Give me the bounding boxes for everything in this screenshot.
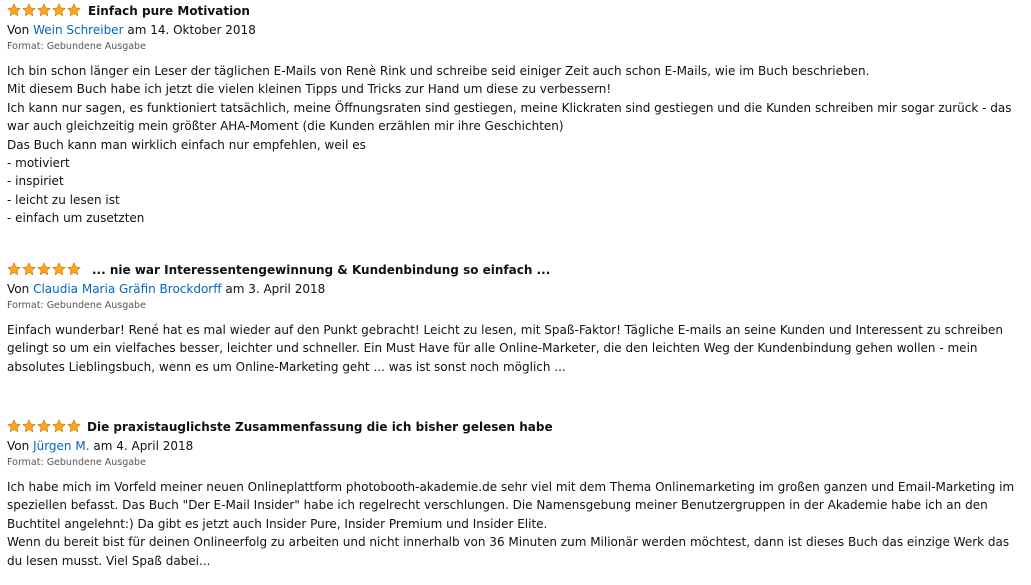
review-byline (7, 281, 325, 297)
star-icon (37, 262, 51, 276)
review-title[interactable]: Einfach pure Motivation (88, 4, 250, 18)
star-icon (67, 262, 81, 276)
review-text-line: Einfach wunderbar! René hat es mal wieder auf den Punkt gebracht! Leicht zu lesen, mit Spaß-Faktor! Tägliche E-mails an seine Kunden und Interessent zu schreiben gelingt so um ein vielfaches besser, leichter und schneller. Ein Must Have für alle Online-Marketer, die den leichten Weg der Kundenbindung gehen wollen - mein absolutes Lieblingsbuch, wenn es um Online-Marketing geht ... was ist sonst noch möglich ... (7, 323, 1003, 374)
review-text-line: Ich habe mich im Vorfeld meiner neuen Onlineplattform photobooth-akademie.de sehr viel mit dem Thema Onlinemarketing im großen ganzen und Email-Marketing im speziellen befasst. Das Buch "Der E-Mail Insider" habe ich regelrecht verschlungen. Die Namensgebung meiner Benutzergruppen in der Akademie habe ich an den Buchtitel angelehnt:) Da gibt es jetzt auch Insider Pure, Insider Premium und Insider Elite. (7, 480, 1015, 531)
review-text-line: Wenn du bereit bist für deinen Onlineerfolg zu arbeiten und nicht innerhalb von 36 Minuten zum Milionär werden möchtest, dann ist dieses Buch das einzige Werk das du lesen musst. Viel Spaß dabei... (7, 535, 1010, 568)
star-rating[interactable] (7, 419, 81, 433)
format-label: Format: Gebundene Ausgabe (7, 300, 146, 311)
star-rating[interactable] (7, 262, 81, 276)
star-rating[interactable] (7, 3, 81, 17)
review-body (7, 321, 1019, 376)
review-body (7, 62, 1019, 228)
by-prefix: Von (7, 23, 30, 37)
star-icon (52, 419, 66, 433)
review-text-line: Das Buch kann man wirklich einfach nur empfehlen, weil es (7, 137, 366, 152)
review-date: am 4. April 2018 (93, 439, 194, 453)
star-icon (22, 262, 36, 276)
star-icon (7, 262, 21, 276)
review-text-line: - leicht zu lesen ist (7, 192, 120, 207)
star-icon (52, 3, 66, 17)
author-link[interactable]: Jürgen M. (33, 439, 90, 453)
review-text-line: - einfach um zusetzten (7, 211, 145, 226)
review-text-line: Ich bin schon länger ein Leser der täglichen E-Mails von Renè Rink und schreibe seid einiger Zeit auch schon E-Mails, wie im Buch beschrieben. (7, 64, 870, 78)
review-title[interactable]: ... nie war Interessentengewinnung & Kundenbindung so einfach ... (92, 263, 551, 277)
review-byline (7, 438, 193, 454)
by-prefix: Von (7, 439, 30, 453)
review-body (7, 478, 1019, 570)
author-link[interactable]: Wein Schreiber (33, 23, 124, 37)
review-byline (7, 22, 256, 38)
review-text-line: - inspiriet (7, 174, 64, 189)
review-text-line: - motiviert (7, 156, 70, 171)
by-prefix: Von (7, 282, 30, 296)
star-icon (22, 3, 36, 17)
star-icon (22, 419, 36, 433)
review-text-line: Mit diesem Buch habe ich jetzt die vielen kleinen Tipps und Tricks zur Hand um diese zu verbessern! (7, 82, 612, 97)
star-icon (52, 262, 66, 276)
star-icon (67, 3, 81, 17)
star-icon (7, 419, 21, 433)
review-text-line: Ich kann nur sagen, es funktioniert tatsächlich, meine Öffnungsraten sind gestiegen, meine Klickraten sind gestiegen und die Kunden schreiben mir sogar zurück - das war auch gleichzeitig mein größter AHA-Moment (die Kunden erzählen mir ihre Geschichten) (7, 100, 1012, 134)
format-label: Format: Gebundene Ausgabe (7, 41, 146, 52)
review-title[interactable]: Die praxistauglichste Zusammenfassung die ich bisher gelesen habe (87, 420, 553, 434)
author-link[interactable]: Claudia Maria Gräfin Brockdorff (33, 282, 222, 296)
star-icon (37, 3, 51, 17)
review-date: am 3. April 2018 (225, 282, 326, 296)
format-label: Format: Gebundene Ausgabe (7, 457, 146, 468)
star-icon (67, 419, 81, 433)
star-icon (7, 3, 21, 17)
star-icon (37, 419, 51, 433)
review-date: am 14. Oktober 2018 (127, 23, 256, 37)
